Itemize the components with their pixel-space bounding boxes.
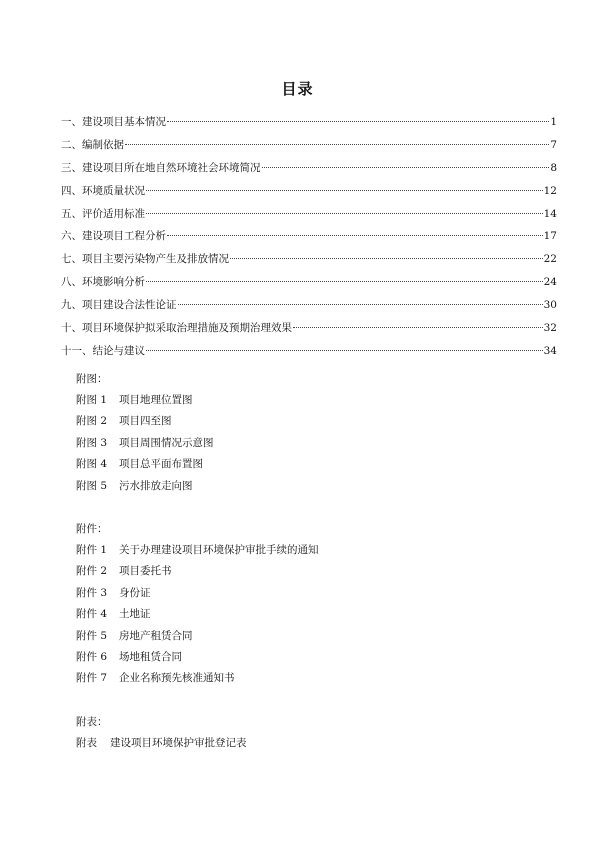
tables-heading: 附表： xyxy=(76,716,108,728)
toc-entry-label: 二、编制依据 xyxy=(61,138,124,151)
toc-entry-label: 六、建设项目工程分析 xyxy=(61,230,166,243)
attachment-item xyxy=(76,647,319,668)
attachment-code: 附件 4 xyxy=(76,608,108,621)
attachment-item xyxy=(76,604,319,625)
attachment-item xyxy=(76,561,319,582)
attachment-title: 企业名称预先核准通知书 xyxy=(119,672,235,685)
attachment-title: 身份证 xyxy=(119,586,151,599)
figure-code: 附图 3 xyxy=(76,436,108,449)
toc-entry-label: 九、项目建设合法性论证 xyxy=(61,299,177,312)
attachments-heading: 附件： xyxy=(76,523,108,535)
toc-leader-dots xyxy=(230,244,543,259)
attachment-code: 附件 1 xyxy=(76,544,108,556)
attachment-title: 关于办理建设项目环境保护审批手续的通知 xyxy=(119,544,319,556)
attachment-item xyxy=(76,540,319,561)
figure-title: 项目周围情况示意图 xyxy=(119,436,214,449)
toc-entry-label: 十、项目环境保护拟采取治理措施及预期治理效果 xyxy=(61,322,292,335)
toc-leader-dots xyxy=(146,336,543,351)
figure-item xyxy=(76,433,214,454)
toc-leader-dots xyxy=(167,221,543,236)
figure-code: 附图 1 xyxy=(76,394,108,406)
toc-leader-dots xyxy=(167,107,549,122)
toc-entry-page: 1 xyxy=(550,116,557,128)
attachment-title: 房地产租赁合同 xyxy=(119,629,193,642)
toc-leader-dots xyxy=(178,290,543,305)
attachment-item xyxy=(76,583,319,604)
figure-title: 污水排放走向图 xyxy=(119,479,193,492)
figure-code: 附图 2 xyxy=(76,415,108,428)
table-code: 附表 xyxy=(76,737,97,749)
attachments-section xyxy=(76,518,319,690)
attachment-code: 附件 5 xyxy=(76,629,108,642)
figure-title: 项目地理位置图 xyxy=(119,394,193,406)
figure-item xyxy=(76,454,214,475)
toc-entry-label: 五、评价适用标准 xyxy=(61,207,145,220)
toc-entry-label: 七、项目主要污染物产生及排放情况 xyxy=(61,253,229,266)
table-item xyxy=(76,733,247,754)
toc-entry-label: 十一、结论与建议 xyxy=(61,344,145,357)
figure-title: 项目四至图 xyxy=(119,415,172,428)
figures-section xyxy=(76,368,214,497)
attachment-title: 场地租赁合同 xyxy=(119,650,182,663)
attachment-item xyxy=(76,668,319,689)
toc-entry-page: 17 xyxy=(543,230,557,243)
figure-code: 附图 4 xyxy=(76,458,108,471)
attachment-code: 附件 7 xyxy=(76,672,108,685)
table-title: 建设项目环境保护审批登记表 xyxy=(110,737,247,749)
figures-heading: 附图： xyxy=(76,373,108,385)
figure-item xyxy=(76,476,214,497)
toc-entry-page: 12 xyxy=(543,184,557,197)
figure-item xyxy=(76,411,214,432)
toc-entry-page: 8 xyxy=(550,161,557,174)
figure-title: 项目总平面布置图 xyxy=(119,458,203,471)
attachment-code: 附件 6 xyxy=(76,650,108,663)
toc-entry-page: 14 xyxy=(543,207,557,220)
figure-item xyxy=(76,390,214,411)
toc-entry-label: 四、环境质量状况 xyxy=(61,184,145,197)
toc-leader-dots xyxy=(262,153,550,168)
tables-section xyxy=(76,711,247,754)
table-of-contents xyxy=(61,110,557,362)
toc-entry-page: 34 xyxy=(543,344,557,357)
toc-leader-dots xyxy=(146,267,543,282)
attachment-title: 项目委托书 xyxy=(119,565,172,578)
attachment-code: 附件 2 xyxy=(76,565,108,578)
toc-entry-label: 一、建设项目基本情况 xyxy=(61,116,166,128)
toc-leader-dots xyxy=(125,130,549,145)
attachment-title: 土地证 xyxy=(119,608,151,621)
toc-entry-page: 7 xyxy=(550,138,557,151)
toc-entry-page: 24 xyxy=(543,276,557,289)
toc-entry[interactable] xyxy=(61,339,557,362)
toc-leader-dots xyxy=(146,199,543,214)
toc-entry-page: 32 xyxy=(543,322,557,335)
toc-entry-page: 22 xyxy=(543,253,557,266)
toc-leader-dots xyxy=(293,313,543,328)
toc-entry-label: 八、环境影响分析 xyxy=(61,276,145,289)
toc-entry-label: 三、建设项目所在地自然环境社会环境简况 xyxy=(61,161,261,174)
attachment-item xyxy=(76,626,319,647)
toc-entry-page: 30 xyxy=(543,299,557,312)
page-title: 目录 xyxy=(281,80,314,98)
attachment-code: 附件 3 xyxy=(76,586,108,599)
figure-code: 附图 5 xyxy=(76,479,108,492)
toc-leader-dots xyxy=(146,176,543,191)
